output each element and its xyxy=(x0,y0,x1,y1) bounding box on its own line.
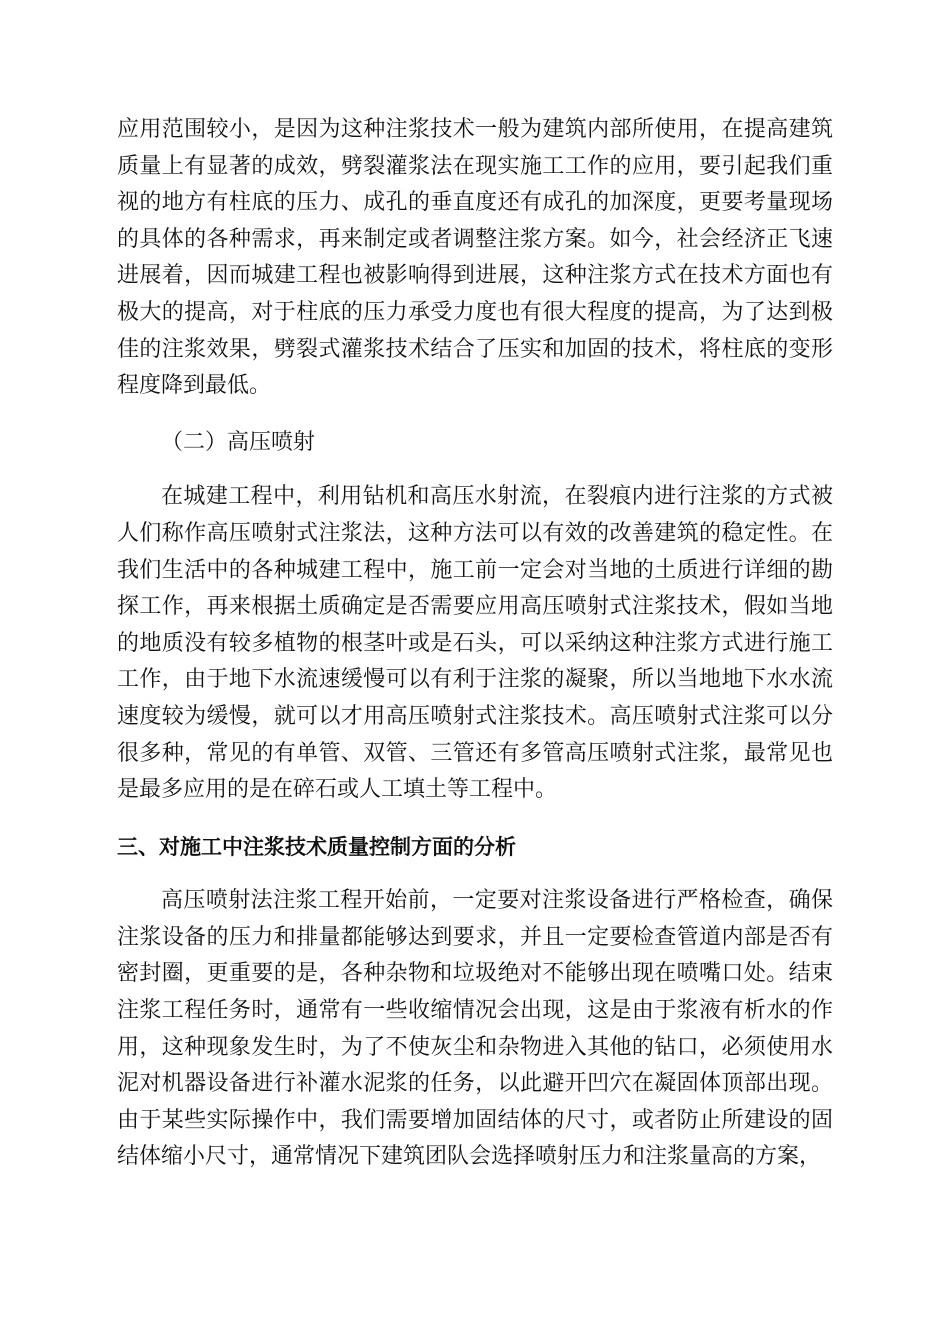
section-heading-quality-control: 三、对施工中注浆技术质量控制方面的分析 xyxy=(117,834,516,859)
paragraph-body: 高压喷射法注浆工程开始前，一定要对注浆设备进行严格检查，确保注浆设备的压力和排量都能够达到要求，并且一定要检查管道内部是否有密封圈，更重要的是，各种杂物和垃圾绝对不能够出现在喷嘴口处。结束注浆工程任务时，通常有一些收缩情况会出现，这是由于浆液有析水的作用，这种现象发生时，为了不使灰尘和杂物进入其他的钻口，必须使用水泥对机器设备进行补灌水泥浆的任务，以此避开凹穴在凝固体顶部出现。由于某些实际操作中，我们需要增加固结体的尺寸，或者防止所建设的固结体缩小尺寸，通常情况下建筑团队会选择喷射压力和注浆量高的方案， xyxy=(117,888,833,1170)
document-page xyxy=(117,112,833,1176)
paragraph-body: 在城建工程中，利用钻机和高压水射流，在裂痕内进行注浆的方式被人们称作高压喷射式注浆法，这种方法可以有效的改善建筑的稳定性。在我们生活中的各种城建工程中，施工前一定会对当地的土质进行详细的勘探工作，再来根据土质确定是否需要应用高压喷射式注浆技术，假如当地的地质没有较多植物的根茎叶或是石头，可以采纳这种注浆方式进行施工工作，由于地下水流速缓慢可以有利于注浆的凝聚，所以当地地下水水流速度较为缓慢，就可以才用高压喷射式注浆技术。高压喷射式注浆可以分很多种，常见的有单管、双管、三管还有多管高压喷射式注浆，最常见也是最多应用的是在碎石或人工填土等工程中。 xyxy=(117,484,833,803)
subheading-high-pressure-jet: （二）高压喷射 xyxy=(161,429,316,455)
paragraph-body: 应用范围较小，是因为这种注浆技术一般为建筑内部所使用，在提高建筑质量上有显著的成效，劈裂灌浆法在现实施工工作的应用，要引起我们重视的地方有柱底的压力、成孔的垂直度还有成孔的加深度，更要考量现场的具体的各种需求，再来制定或者调整注浆方案。如今，社会经济正飞速进展着，因而城建工程也被影响得到进展，这种注浆方式在技术方面也有极大的提高，对于柱底的压力承受力度也有很大程度的提高，为了达到极佳的注浆效果，劈裂式灌浆技术结合了压实和加固的技术，将柱底的变形程度降到最低。 xyxy=(117,117,833,399)
